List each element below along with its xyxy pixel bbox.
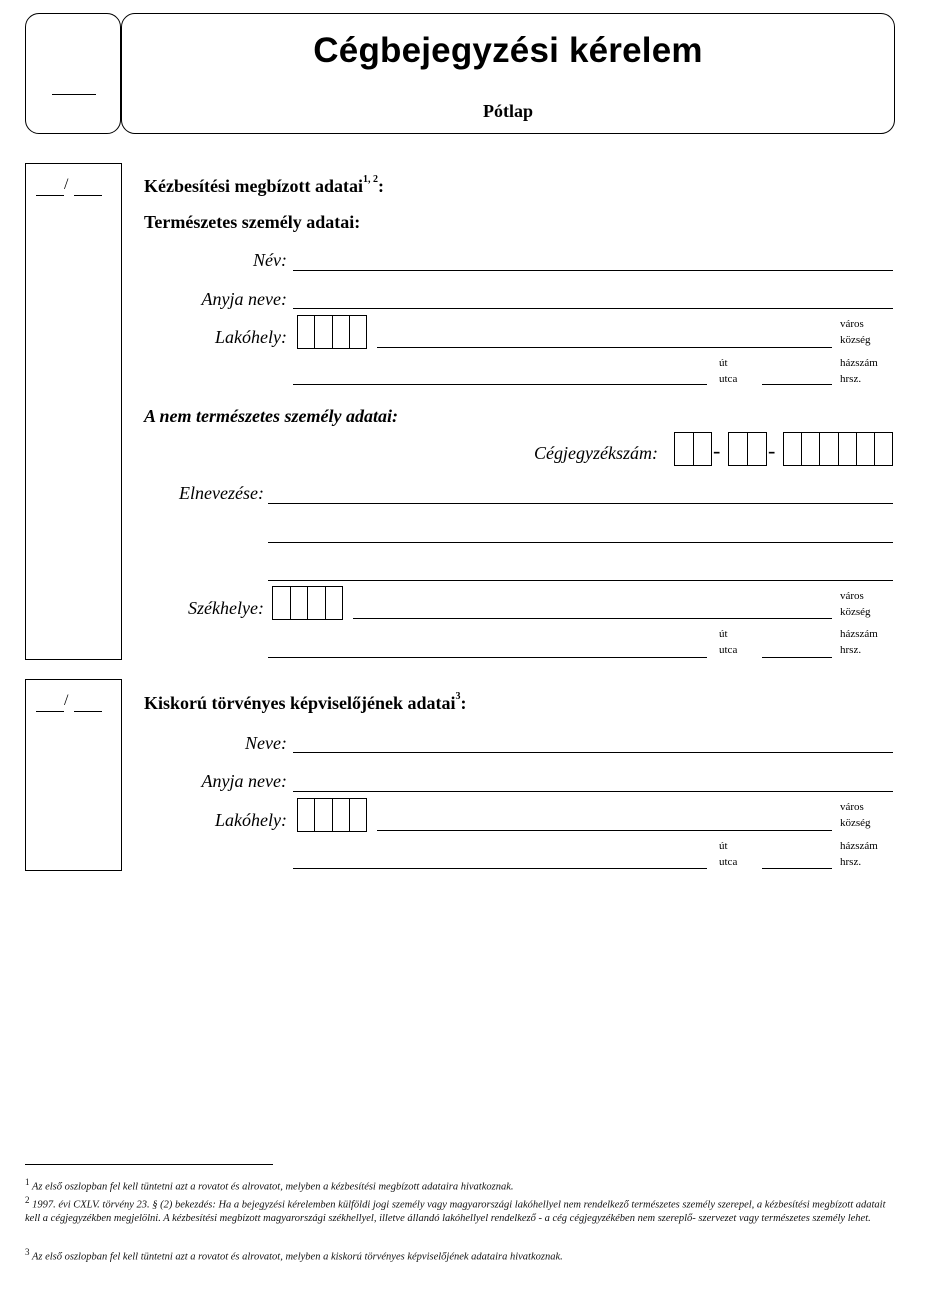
page-title: Cégbejegyzési kérelem: [313, 31, 703, 70]
mother-name-field[interactable]: [293, 308, 893, 309]
footnote-3: $^3$ Az első oszlopban fel kell tüntetni azt a rovatot és alrovatot, melyben a kiskorú törvényes képviselőjének adataira hivatkoznak.: [25, 1247, 563, 1263]
seat-house-field[interactable]: [762, 657, 832, 658]
guardian-city-label: város: [840, 801, 864, 813]
header-left-blank: [52, 94, 96, 95]
header-left-box: [25, 13, 121, 134]
footnote-separator: [25, 1164, 273, 1165]
reg-number-court-boxes[interactable]: [674, 432, 712, 466]
lot-number-label: hrsz.: [840, 373, 862, 385]
guardian-house-field[interactable]: [762, 868, 832, 869]
name-label: Név:: [253, 250, 287, 270]
reg-number-label: Cégjegyzékszám:: [534, 443, 658, 463]
street-label: utca: [719, 373, 738, 385]
seat-street-label: utca: [719, 644, 738, 656]
section1-title: Kézbesítési megbízott adatai$^{1, 2}$:: [144, 174, 384, 196]
entity-name-label: Elnevezése:: [179, 483, 264, 503]
seat-street-field[interactable]: [268, 657, 707, 658]
seat-house-number-label: házszám: [840, 628, 878, 640]
guardian-village-label: község: [840, 817, 871, 829]
city-label: város: [840, 318, 864, 330]
guardian-city-field[interactable]: [377, 830, 832, 831]
residence-postcode-boxes[interactable]: [297, 315, 367, 349]
natural-person-title: Természetes személy adatai:: [144, 212, 361, 232]
page-subtitle: Pótlap: [482, 101, 533, 121]
seat-lot-number-label: hrsz.: [840, 644, 862, 656]
guardian-house-number-label: házszám: [840, 840, 878, 852]
house-number-label: házszám: [840, 357, 878, 369]
guardian-mother-field[interactable]: [293, 791, 893, 792]
reg-number-hyphen-2: -: [768, 438, 776, 463]
mother-name-label: Anyja neve:: [201, 289, 287, 309]
entity-name-field-3[interactable]: [268, 580, 893, 581]
road-label: út: [719, 357, 728, 369]
entity-name-field-2[interactable]: [268, 542, 893, 543]
guardian-postcode-boxes[interactable]: [297, 798, 367, 832]
section2-title: Kiskorú törvényes képviselőjének adatai$^3$:: [144, 691, 467, 713]
seat-road-label: út: [719, 628, 728, 640]
residence-street-field[interactable]: [293, 384, 707, 385]
seat-city-field[interactable]: [353, 618, 832, 619]
header-title-box: [121, 13, 895, 134]
footnote-2: $^2$ 1997. évi CXLV. törvény 23. § (2) bekezdés: Ha a bejegyzési kérelemben külföldi jogi személy vagy magyarországi lakóhellyel nem rendelkező természetes személy szerepel, a kézbesítési megbízott adatait kell a cégjegyzékben megjelölni. A kézbesítési megbízott magyarországi székhellyel, illetve állandó lakóhellyel rendelkező - a cég cégjegyzékében nem szereplő- szervezet vagy természetes személy lehet.: [25, 1195, 886, 1224]
reg-number-form-boxes[interactable]: [728, 432, 767, 466]
footnote-1: $^1$ Az első oszlopban fel kell tüntetni azt a rovatot és alrovatot, melyben a kézbesítési megbízott adataira hivatkoznak.: [25, 1177, 514, 1193]
guardian-road-label: út: [719, 840, 728, 852]
guardian-street-field[interactable]: [293, 868, 707, 869]
guardian-name-field[interactable]: [293, 752, 893, 753]
reg-number-serial-boxes[interactable]: [783, 432, 893, 466]
section1-side-column: /: [25, 163, 122, 660]
residence-label: Lakóhely:: [215, 327, 287, 347]
residence-house-field[interactable]: [762, 384, 832, 385]
section2-side-column: /: [25, 679, 122, 871]
entity-name-field-1[interactable]: [268, 503, 893, 504]
residence-city-field[interactable]: [377, 347, 832, 348]
seat-city-label: város: [840, 590, 864, 602]
guardian-lot-number-label: hrsz.: [840, 856, 862, 868]
guardian-mother-label: Anyja neve:: [201, 771, 287, 791]
seat-village-label: község: [840, 606, 871, 618]
guardian-name-label: Neve:: [245, 733, 287, 753]
reg-number-hyphen-1: -: [713, 438, 721, 463]
seat-postcode-boxes[interactable]: [272, 586, 343, 620]
seat-label: Székhelye:: [188, 598, 264, 618]
village-label: község: [840, 334, 871, 346]
guardian-residence-label: Lakóhely:: [215, 810, 287, 830]
guardian-street-label: utca: [719, 856, 738, 868]
legal-person-title: A nem természetes személy adatai:: [144, 406, 398, 426]
name-field[interactable]: [293, 270, 893, 271]
